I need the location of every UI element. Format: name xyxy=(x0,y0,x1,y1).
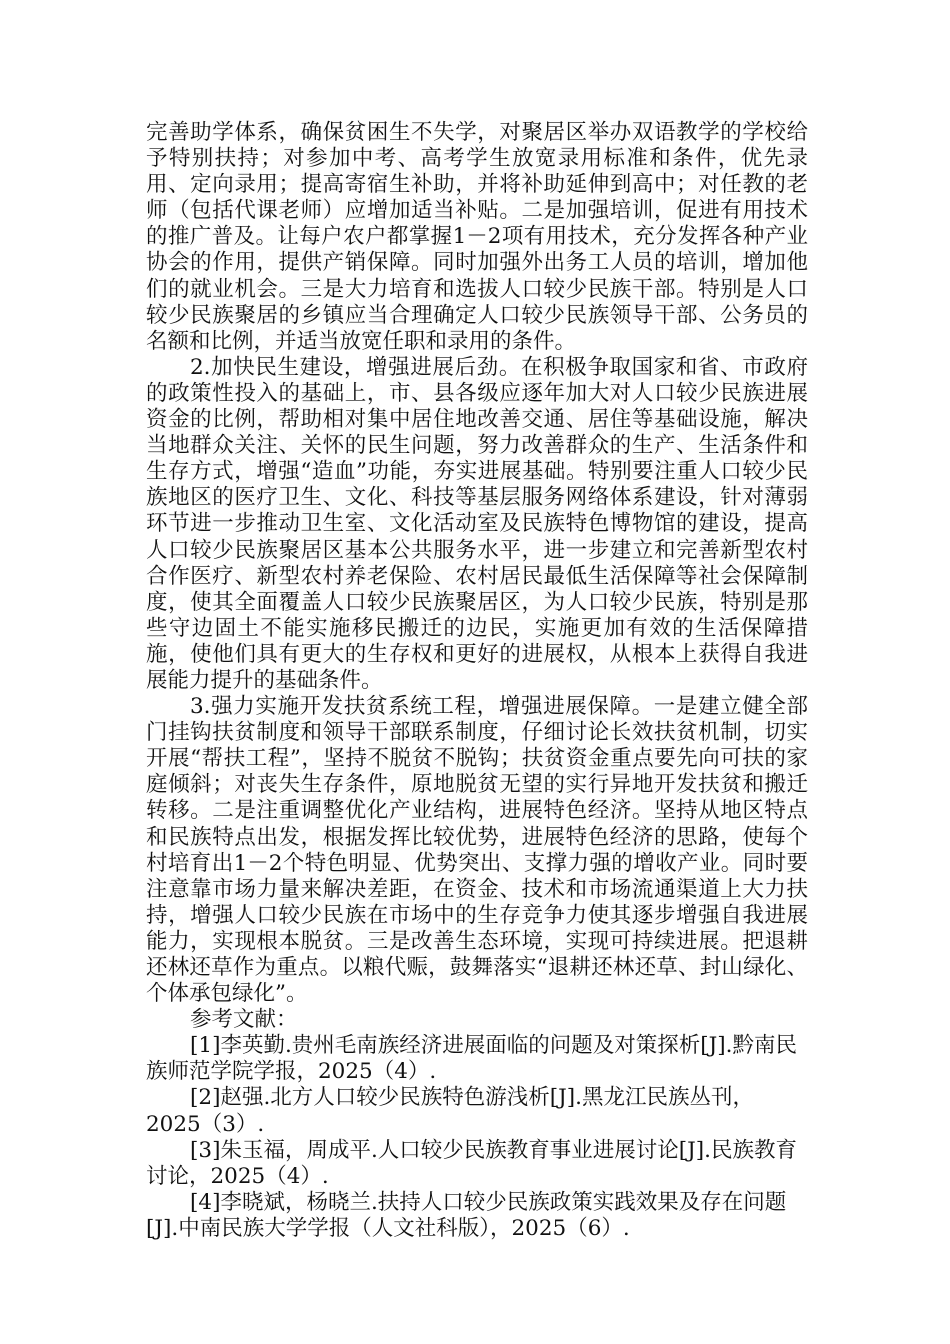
reference-item-3: [3]朱玉福，周成平.人口较少民族教育事业进展讨论[J].民族教育讨论，2025（4）. xyxy=(146,1137,798,1189)
body-paragraph-1: 完善助学体系，确保贫困生不失学，对聚居区举办双语教学的学校给予特别扶持；对参加中考、高考学生放宽录用标准和条件，优先录用、定向录用；提高寄宿生补助，并将补助延伸到高中；对任教的老师（包括代课老师）应增加适当补贴。二是加强培训，促进有用技术的推广普及。让每户农户都掌握1－2项有用技术，充分发挥各种产业协会的作用，提供产销保障。同时加强外出务工人员的培训，增加他们的就业机会。三是大力培育和选拔人口较少民族干部。特别是人口较少民族聚居的乡镇应当合理确定人口较少民族领导干部、公务员的名额和比例，并适当放宽任职和录用的条件。 xyxy=(146,120,808,354)
body-paragraph-3: 3.强力实施开发扶贫系统工程，增强进展保障。一是建立健全部门挂钩扶贫制度和领导干部联系制度，仔细讨论长效扶贫机制，切实开展“帮扶工程”，坚持不脱贫不脱钩；扶贫资金重点要先向可扶的家庭倾斜；对丧失生存条件，原地脱贫无望的实行异地开发扶贫和搬迁转移。二是注重调整优化产业结构，进展特色经济。坚持从地区特点和民族特点出发，根据发挥比较优势，进展特色经济的思路，使每个村培育出1－2个特色明显、优势突出、支撑力强的增收产业。同时要注意靠市场力量来解决差距，在资金、技术和市场流通渠道上大力扶持，增强人口较少民族在市场中的生存竞争力使其逐步增强自我进展能力，实现根本脱贫。三是改善生态环境，实现可持续进展。把退耕还林还草作为重点。以粮代赈，鼓舞落实“退耕还林还草、封山绿化、个体承包绿化”。 xyxy=(146,694,808,1007)
reference-item-1: [1]李英勤.贵州毛南族经济进展面临的问题及对策探析[J].黔南民族师范学院学报，2025（4）. xyxy=(146,1033,798,1085)
reference-item-2: [2]赵强.北方人口较少民族特色游浅析[J].黑龙江民族丛刊，2025（3）. xyxy=(146,1085,755,1137)
body-paragraph-2: 2.加快民生建设，增强进展后劲。在积极争取国家和省、市政府的政策性投入的基础上，市、县各级应逐年加大对人口较少民族进展资金的比例，帮助相对集中居住地改善交通、居住等基础设施，解决当地群众关注、关怀的民生问题，努力改善群众的生产、生活条件和生存方式，增强“造血”功能，夯实进展基础。特别要注重人口较少民族地区的医疗卫生、文化、科技等基层服务网络体系建设，针对薄弱环节进一步推动卫生室、文化活动室及民族特色博物馆的建设，提高人口较少民族聚居区基本公共服务水平，进一步建立和完善新型农村合作医疗、新型农村养老保险、农村居民最低生活保障等社会保障制度，使其全面覆盖人口较少民族聚居区，为人口较少民族，特别是那些守边固土不能实施移民搬迁的边民，实施更加有效的生活保障措施，使他们具有更大的生存权和更好的进展权，从根本上获得自我进展能力提升的基础条件。 xyxy=(146,354,808,693)
references-heading: 参考文献： xyxy=(190,1007,298,1033)
document-page xyxy=(146,120,808,1242)
reference-item-4: [4]李晓斌，杨晓兰.扶持人口较少民族政策实践效果及存在问题[J].中南民族大学学报（人文社科版），2025（6）. xyxy=(146,1189,787,1241)
